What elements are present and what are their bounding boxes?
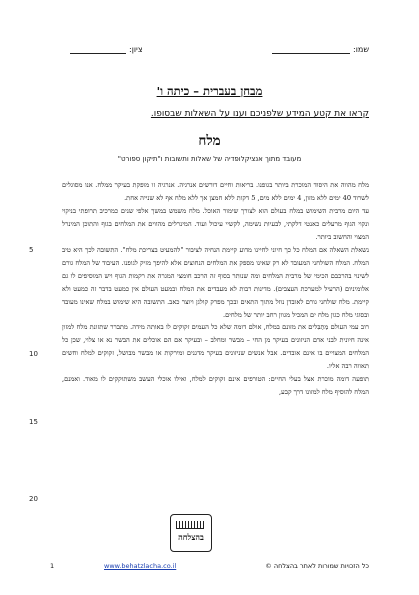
- name-blank-line[interactable]: [272, 44, 350, 54]
- passage-body: [62, 179, 369, 399]
- copyright-text: כל הזכויות שמורות לאתר בהצלחה ©: [265, 562, 369, 570]
- paragraph: עד היום מרבית השימוש במלח בעולם הוא לצורך שימור האוכל. מלח משמש במשך אלפי שנים כמרכיב תרופתי בניקוי ונקוי הגוף מרעלים כאנטי דלקתי, לבעיות נשימה, לקשיי עיכול ועוד. המינרלים מהווים את המלחים בגוף והתוכן המינרל המצוי והחשוב ביותר.: [62, 206, 369, 241]
- passage-heading: מלח: [198, 133, 221, 149]
- line-number: 5: [29, 246, 34, 254]
- exam-title: מבחן בעברית – כיתה ו': [156, 84, 263, 98]
- paragraph: תופעה דומה מוכרת אצל בעלי החיים: הטורפים אינם זקוקים למלח, ואילו אוכלי העשב משתוקקים לו מאוד. ואמנם, המלח להוסיף מלח למזונו דרך קבע,: [62, 375, 369, 397]
- paragraph: רוב עמי העולם מַתְבִּלים את מזונם במלח, אולם דומה שלא כל העמים זקוקים לו באותה מידה. מתברר שתזונת מלח למזון אינה חיונית לבני אדם הניזונים בעיקר מן החי – מבשר ומחלב – ובעיקר אם הם אוכלים את הבשר נא או צלוי, שכן כל המלחים המצויים בו אינם אובדים. אבל אנשים שניזונים בעיקר מדגנים ומירקות או מבשר מבושל, זקוקים למלח וחשים תאווה רבה אליו.: [62, 323, 369, 371]
- student-details-row: [70, 44, 369, 58]
- page-footer: [50, 562, 369, 572]
- grade-field[interactable]: [70, 44, 143, 54]
- instructions: קראו את קטע המידע שלפניכם וענו על השאלות שבסופו.: [150, 109, 369, 119]
- logo-text: בהצלחה: [178, 532, 204, 542]
- website-link[interactable]: www.behatzlacha.co.il: [104, 562, 177, 570]
- paragraph: מלח מהווה את היסוד המוכרת ביותר בגופנו. בריאות וחיים דורשים אנרגיה. אנרגיה זו מופקת בעיקר ממלח. אנו מסוגלים לשרוד 40 ימים ללא מזון, 4 ימים ללא מים, 5 דקות ללא חמצן אך ללא מלח אף לא שנייה אחת.: [62, 181, 369, 202]
- passage-source: מעובד מתוך אנציקלופדיה של שאלות ותשובות ו"תיקון ספורט": [117, 155, 302, 163]
- line-number: 10: [29, 350, 38, 358]
- name-field[interactable]: [272, 44, 369, 54]
- logo-pattern: [176, 521, 204, 529]
- name-label: שמו:: [353, 45, 369, 54]
- grade-label: ציון:: [129, 45, 143, 54]
- line-number: 15: [29, 418, 38, 426]
- page-number: 1: [50, 562, 55, 570]
- line-number: 20: [29, 495, 38, 503]
- grade-blank-line[interactable]: [70, 44, 126, 54]
- paragraph: נשאלת השאלה אם המלח כל כך חיוני לחיינו מדוע קיימת הנחיה לציבור "להמעיט בצריכת מלח". התשובה לכך היא טיב המלח. המלח השולחני המעובד לא רק שאינו מספק את המלחים הנחוצים אלא להיפך מזיק לגופנו. העיבוד של המלח גורם לשינוי בהרכבם הכימי של מרבית המלחים ומה שנותר בסוף זה הרכב חומצי המגרה את רקמות הגוף ויש המוסיפים לו גם אלומיניום (הרעיל למערכת העצבים). מדינות רבות לא מעבדים את המלח ובמעט העולם אין כמעט בדבר זה כמעט ולא קיימת. מלח שולחני גורם לאובדן נוזל מתוך התאים ובכך מפרק קולגן ויוצר כאב. התשובה היא שימוש במלח שאינו מעובד ובסוגי מלח כגון מלח ים המכיל מגוון רחב יותר של מלחים.: [62, 245, 369, 319]
- behatzlacha-logo: [170, 514, 212, 552]
